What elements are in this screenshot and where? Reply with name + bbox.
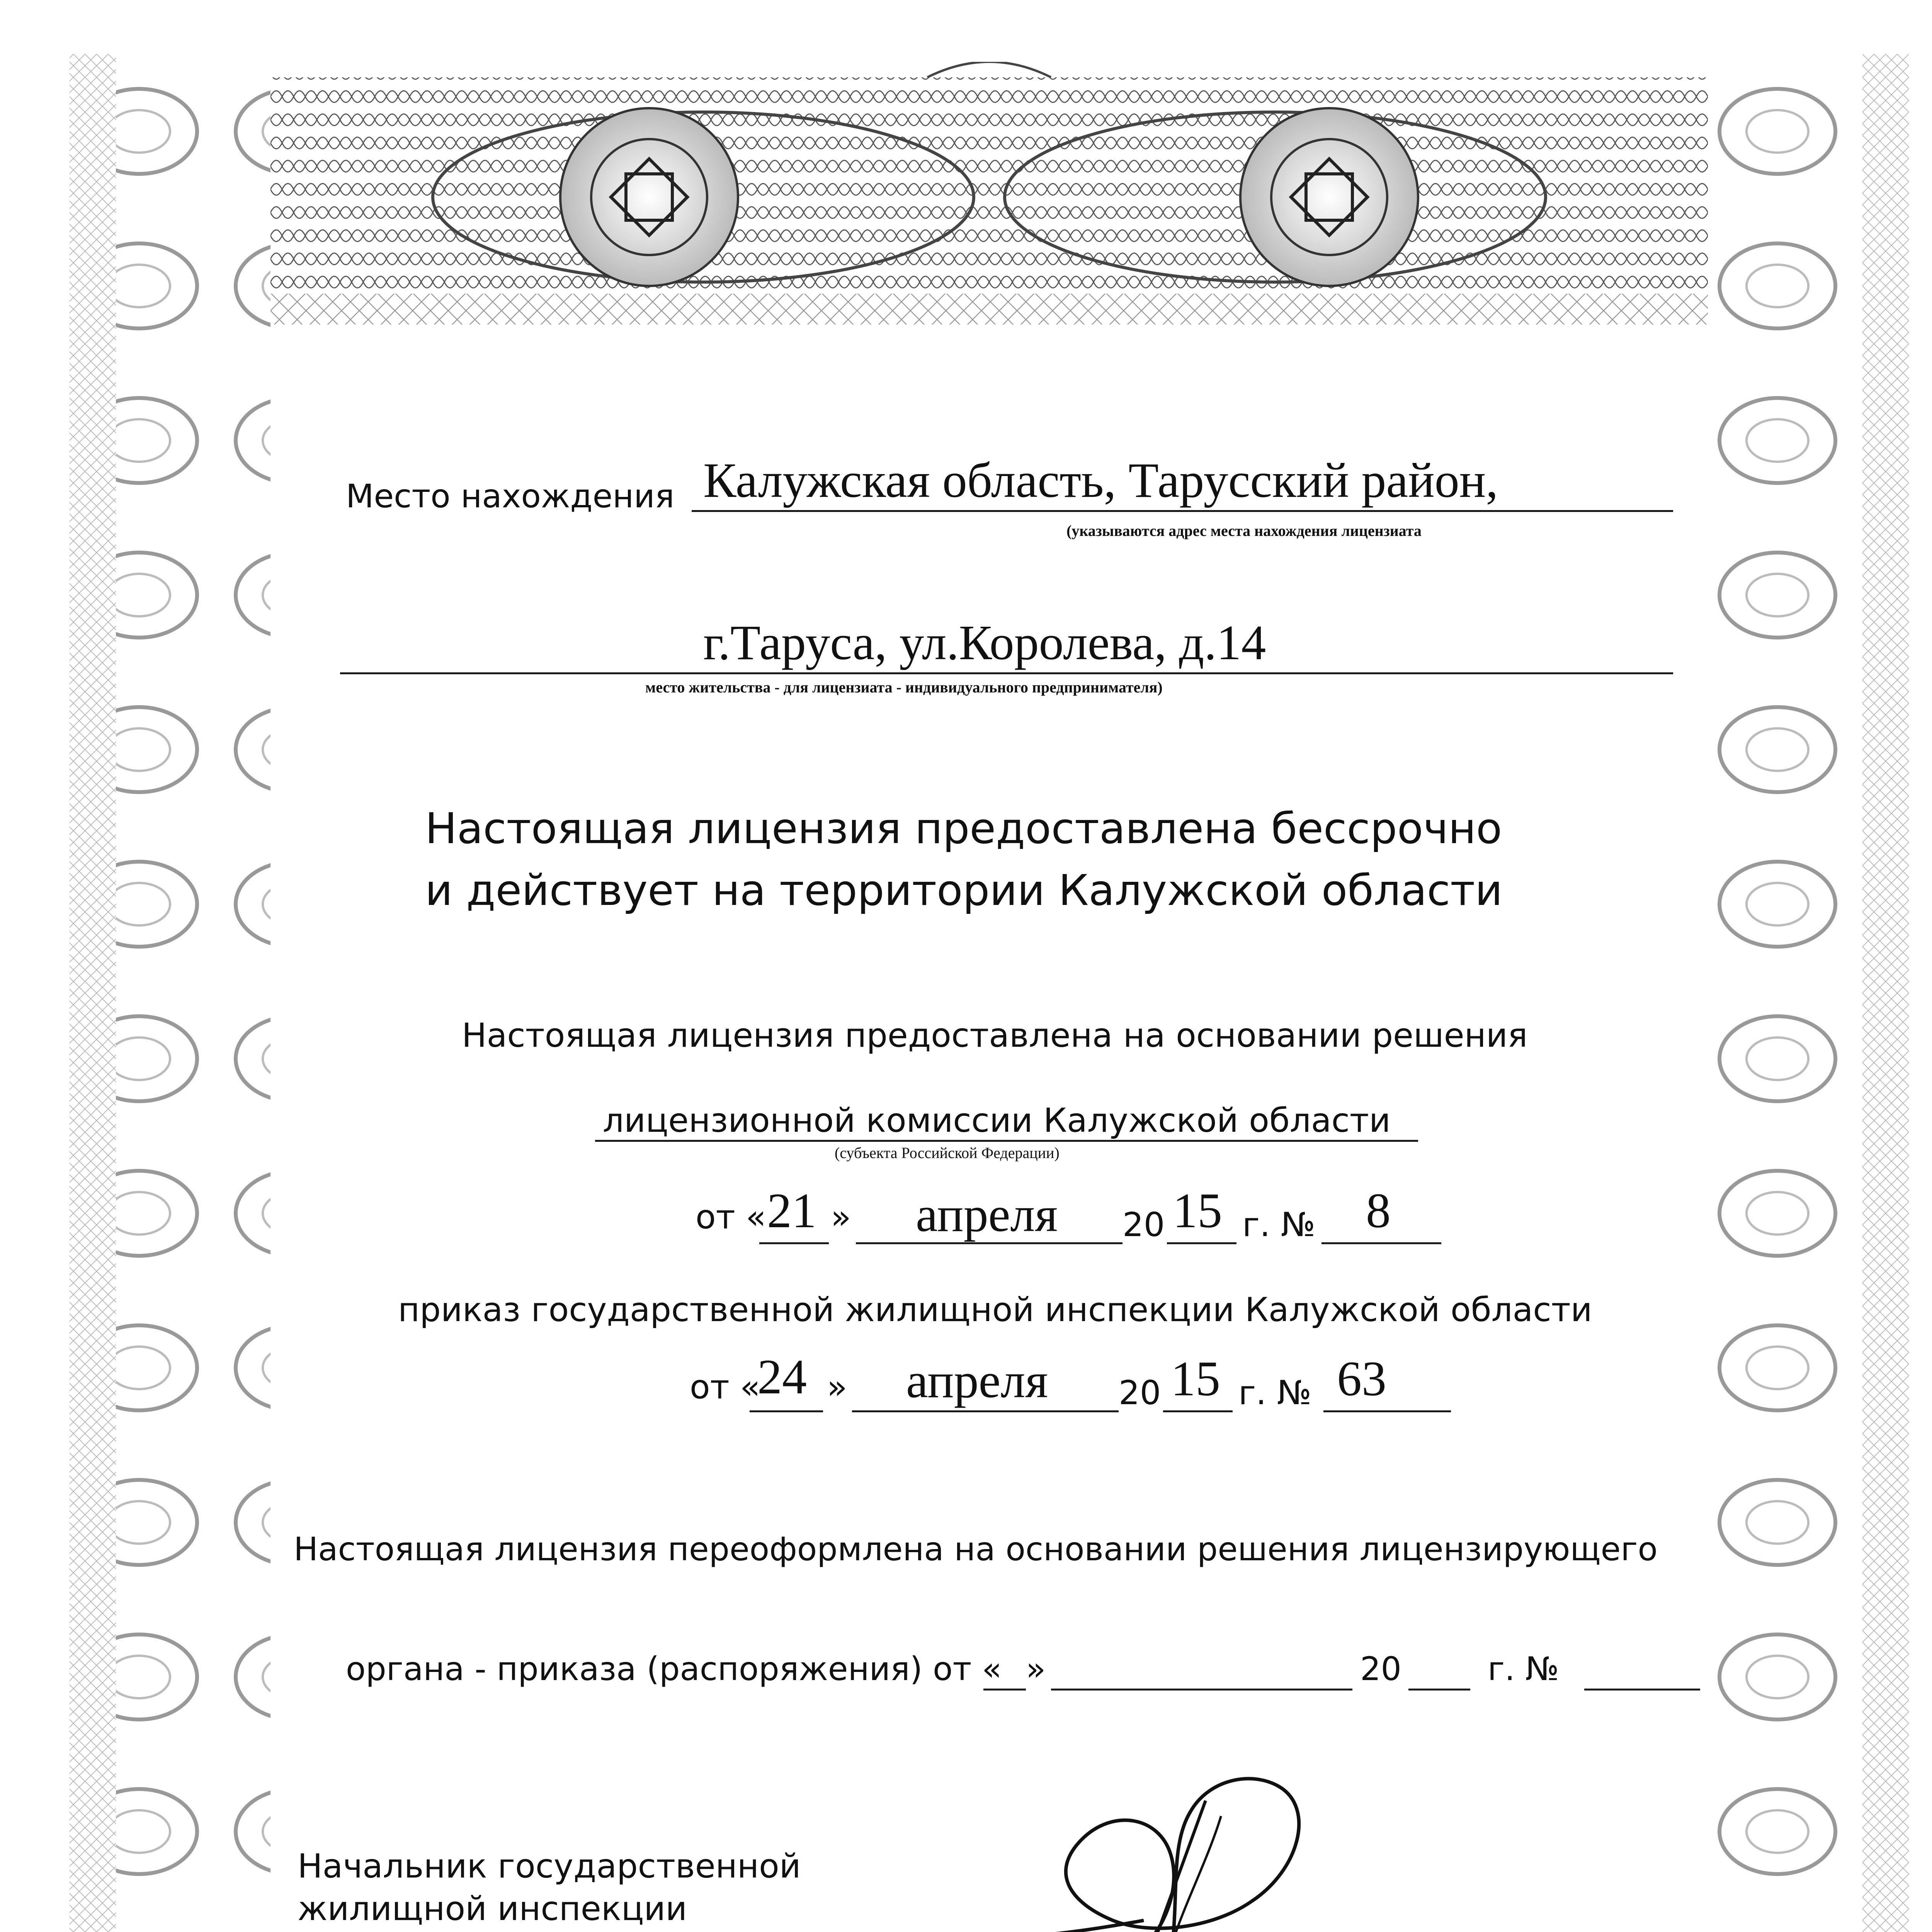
decision-g-no: г. № xyxy=(1242,1206,1316,1244)
order-g-no: г. № xyxy=(1238,1374,1312,1412)
left-ornament-border xyxy=(62,54,278,1932)
basis-hint: (субъекта Российской Федерации) xyxy=(835,1144,1060,1162)
reissue-century: 20 xyxy=(1360,1650,1401,1688)
signatory-title-1: Начальник государственной xyxy=(298,1847,801,1886)
order-close-quote: » xyxy=(827,1368,847,1406)
order-year-underline xyxy=(1163,1410,1233,1412)
order-label: приказ государственной жилищной инспекции Калужской области xyxy=(398,1291,1592,1329)
location-hint-1: (указываются адрес места нахождения лицензиата xyxy=(1066,522,1422,539)
location-line1: Калужская область, Тарусский район, xyxy=(703,453,1498,508)
basis-label: Настоящая лицензия предоставлена на основании решения xyxy=(462,1016,1528,1055)
decision-prefix: от « xyxy=(696,1198,766,1236)
rosette-icon xyxy=(560,108,738,286)
top-ornament-border xyxy=(270,62,1708,340)
decision-day: 21 xyxy=(767,1183,816,1238)
reissue-line2-quote: » xyxy=(1026,1650,1046,1688)
order-number-underline xyxy=(1323,1410,1451,1412)
reissue-month-blank xyxy=(1051,1689,1352,1690)
decision-year: 15 xyxy=(1173,1183,1222,1238)
reissue-day-blank xyxy=(983,1689,1026,1690)
order-day: 24 xyxy=(757,1349,807,1404)
location-underline-1 xyxy=(692,510,1673,512)
basis-body: лицензионной комиссии Калужской области xyxy=(603,1101,1391,1140)
decision-close-quote: » xyxy=(831,1198,851,1236)
location-underline-2 xyxy=(340,672,1673,674)
order-day-underline xyxy=(750,1410,823,1412)
decision-number: 8 xyxy=(1366,1183,1391,1238)
reissue-year-blank xyxy=(1408,1689,1470,1690)
basis-underline xyxy=(595,1140,1418,1142)
term-line1: Настоящая лицензия предоставлена бессрочно xyxy=(425,804,1502,853)
decision-month: апреля xyxy=(916,1187,1058,1242)
location-line2: г.Таруса, ул.Королева, д.14 xyxy=(703,615,1266,670)
reissue-number-blank xyxy=(1584,1689,1700,1690)
order-century: 20 xyxy=(1119,1374,1161,1412)
order-prefix: от « xyxy=(690,1368,760,1406)
rosette-icon xyxy=(1240,108,1418,286)
right-ornament-border xyxy=(1700,54,1917,1932)
order-year: 15 xyxy=(1171,1351,1220,1406)
reissue-line1: Настоящая лицензия переоформлена на основании решения лицензирующего xyxy=(294,1530,1658,1568)
term-line2: и действует на территории Калужской области xyxy=(425,866,1503,915)
order-number: 63 xyxy=(1337,1351,1386,1406)
decision-year-underline xyxy=(1167,1242,1236,1244)
handwritten-signature xyxy=(1005,1754,1352,1932)
order-month: апреля xyxy=(906,1353,1048,1408)
signatory-title-2: жилищной инспекции xyxy=(298,1889,687,1928)
decision-number-underline xyxy=(1321,1242,1441,1244)
decision-century: 20 xyxy=(1122,1206,1165,1244)
order-month-underline xyxy=(852,1410,1119,1412)
location-hint-2: место жительства - для лицензиата - индивидуального предпринимателя) xyxy=(645,679,1163,696)
reissue-g-no: г. № xyxy=(1488,1650,1559,1688)
decision-day-underline xyxy=(759,1242,829,1244)
reissue-line2-prefix: органа - приказа (распоряжения) от « xyxy=(346,1650,1002,1688)
location-label: Место нахождения xyxy=(346,477,675,515)
decision-month-underline xyxy=(856,1242,1122,1244)
